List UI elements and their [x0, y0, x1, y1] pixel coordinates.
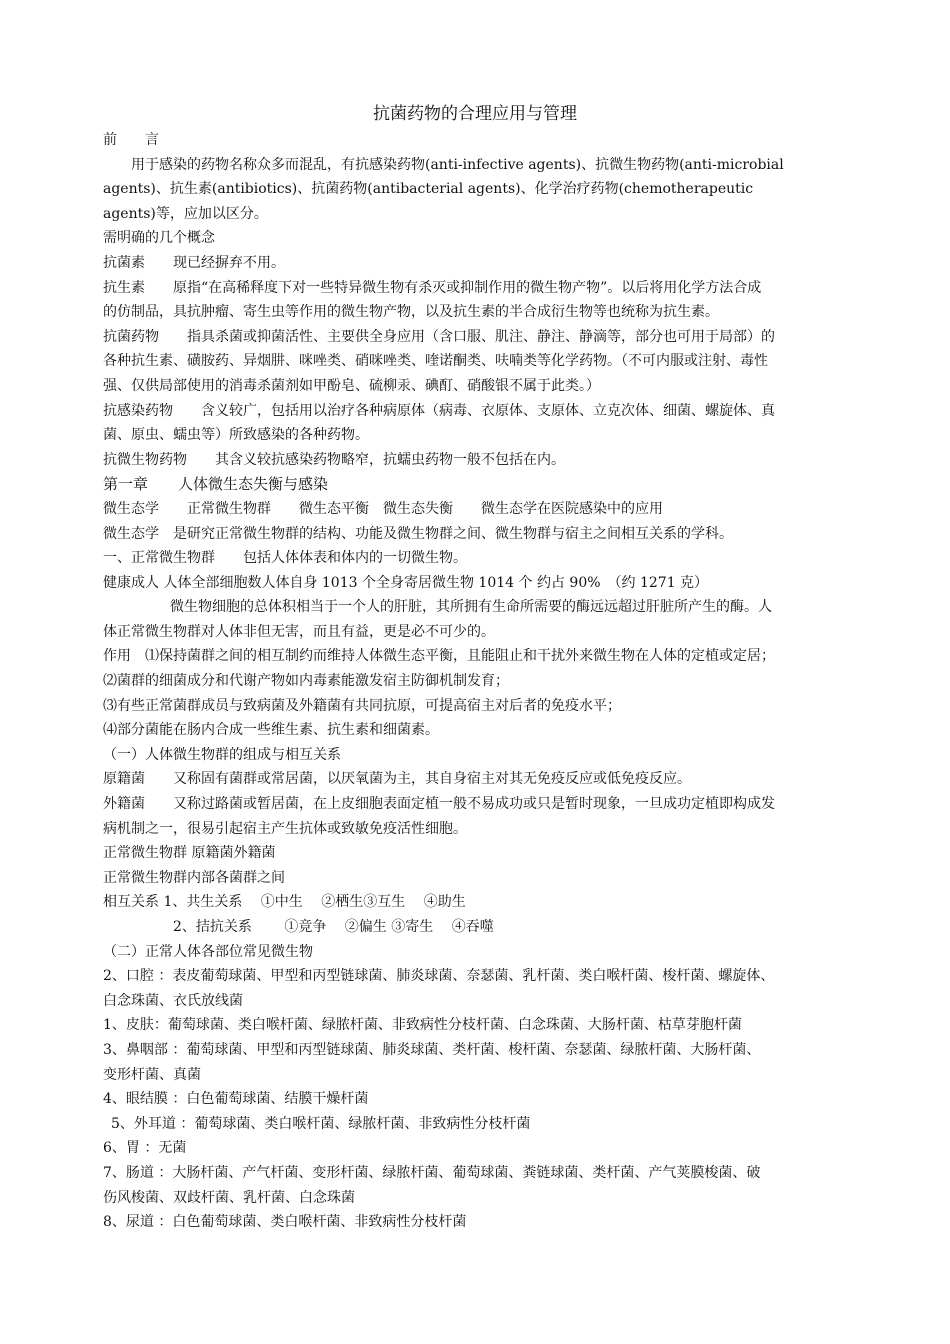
body-line: 原籍菌 又称固有菌群或常居菌，以厌氧菌为主，其自身宿主对其无免疫反应或低免疫反应。: [103, 771, 691, 788]
function-line: ⑷部分菌能在肠内合成一些维生素、抗生素和细菌素。: [103, 722, 439, 739]
flora-line: 白念珠菌、衣氏放线菌: [103, 992, 243, 1009]
flora-line: 3、鼻咽部 ：葡萄球菌、甲型和丙型链球菌、肺炎球菌、类杆菌、梭杆菌、奈瑟菌、绿脓杆菌、大肠杆菌、: [103, 1041, 761, 1058]
body-line: 健康成人 人体全部细胞数人体自身 1013 个全身寄居微生物 1014 个 约占 90% （约 1271 克）: [103, 574, 709, 591]
definition-line: 抗生素 原指“在高稀释度下对一些特异微生物有杀灭或抑制作用的微生物产物”。以后将用化学方法合成: [103, 279, 762, 296]
definition-line: 的仿制品，具抗肿瘤、寄生虫等作用的微生物产物，以及抗生素的半合成衍生物等也统称为抗生素。: [103, 304, 719, 321]
flora-line: 2、口腔 ：表皮葡萄球菌、甲型和丙型链球菌、肺炎球菌、奈瑟菌、乳杆菌、类白喉杆菌、梭杆菌、螺旋体、: [103, 968, 775, 985]
body-line: 正常微生物群内部各菌群之间: [103, 869, 285, 886]
flora-line: 伤风梭菌、双歧杆菌、乳杆菌、白念珠菌: [103, 1189, 355, 1206]
document-title: 抗菌药物的合理应用与管理: [373, 104, 577, 124]
definition-line: 抗微生物药物 其含义较抗感染药物略窄，抗蠕虫药物一般不包括在内。: [103, 451, 565, 468]
definition-line: 抗菌素 现已经摒弃不用。: [103, 254, 285, 271]
chapter-heading: 第一章 人体微生态失衡与感染: [103, 475, 329, 494]
document-body: [103, 128, 863, 1235]
flora-line: 变形杆菌、真菌: [103, 1066, 201, 1083]
foreword-heading: 前 言: [103, 132, 159, 148]
definition-line: 强、仅供局部使用的消毒杀菌剂如甲酚皂、硫柳汞、碘酊、硝酸银不属于此类。）: [103, 377, 600, 394]
definition-line: 抗感染药物 含义较广，包括用以治疗各种病原体（病毒、衣原体、支原体、立克次体、细菌、螺旋体、真: [103, 402, 775, 419]
definition-line: 抗菌药物 指具杀菌或抑菌活性、主要供全身应用（含口服、肌注、静注、静滴等，部分也可用于局部）的: [103, 328, 775, 345]
flora-line: 1、皮肤：葡萄球菌、类白喉杆菌、绿脓杆菌、非致病性分枝杆菌、白念珠菌、大肠杆菌、枯草芽胞杆菌: [103, 1017, 742, 1034]
intro-paragraph-line: agents)等，应加以区分。: [103, 205, 268, 222]
flora-line: 5、外耳道 ：葡萄球菌、类白喉杆菌、绿脓杆菌、非致病性分枝杆菌: [111, 1115, 531, 1132]
chapter-topics: 微生态学 正常微生物群 微生态平衡 微生态失衡 微生态学在医院感染中的应用: [103, 500, 663, 517]
function-line: ⑶有些正常菌群成员与致病菌及外籍菌有共同抗原，可提高宿主对后者的免疫水平；: [103, 697, 621, 714]
body-line: 微生物细胞的总体积相当于一个人的肝脏，其所拥有生命所需要的酶远远超过肝脏所产生的酶。人: [170, 599, 772, 616]
subsection-heading: （二）正常人体各部位常见微生物: [103, 943, 313, 960]
intro-paragraph-line: 用于感染的药物名称众多而混乱，有抗感染药物(anti-infective agents)、抗微生物药物(anti-microbial: [131, 156, 784, 173]
relation-line: 相互关系 1、共生关系 ①中生 ②栖生③互生 ④助生: [103, 894, 466, 911]
function-line: ⑵菌群的细菌成分和代谢产物如内毒素能激发宿主防御机制发育；: [103, 673, 509, 690]
body-line: 正常微生物群 原籍菌外籍菌: [103, 845, 276, 862]
section-heading: 一、正常微生物群 包括人体体表和体内的一切微生物。: [103, 550, 467, 567]
body-line: 体正常微生物群对人体非但无害，而且有益，更是必不可少的。: [103, 623, 495, 640]
body-line: 病机制之一，很易引起宿主产生抗体或致敏免疫活性细胞。: [103, 820, 467, 837]
flora-line: 7、肠道 ：大肠杆菌、产气杆菌、变形杆菌、绿脓杆菌、葡萄球菌、粪链球菌、类杆菌、产气荚膜梭菌、破: [103, 1164, 761, 1181]
flora-line: 6、胃 ：无菌: [103, 1140, 187, 1157]
body-line: 外籍菌 又称过路菌或暂居菌，在上皮细胞表面定植一般不易成功或只是暂时现象，一旦成功定植即构成发: [103, 796, 775, 813]
concepts-heading: 需明确的几个概念: [103, 230, 215, 247]
definition-line: 微生态学 是研究正常微生物群的结构、功能及微生物群之间、微生物群与宿主之间相互关系的学科。: [103, 525, 733, 542]
definition-line: 各种抗生素、磺胺药、异烟肼、咪唑类、硝咪唑类、喹诺酮类、呋喃类等化学药物。（不可内服或注射、毒性: [103, 353, 768, 370]
intro-paragraph-line: agents)、抗生素(antibiotics)、抗菌药物(antibacterial agents)、化学治疗药物(chemotherapeutic: [103, 181, 754, 198]
function-line: 作用 ⑴保持菌群之间的相互制约而维持人体微生态平衡，且能阻止和干扰外来微生物在人体的定植或定居；: [103, 648, 775, 665]
subsection-heading: （一）人体微生物群的组成与相互关系: [103, 746, 341, 763]
flora-line: 8、尿道 ：白色葡萄球菌、类白喉杆菌、非致病性分枝杆菌: [103, 1214, 467, 1231]
flora-line: 4、眼结膜 ：白色葡萄球菌、结膜干燥杆菌: [103, 1091, 369, 1108]
definition-line: 菌、原虫、蠕虫等）所致感染的各种药物。: [103, 427, 369, 444]
relation-line: 2、拮抗关系 ①竞争 ②偏生 ③寄生 ④吞噬: [173, 919, 494, 935]
